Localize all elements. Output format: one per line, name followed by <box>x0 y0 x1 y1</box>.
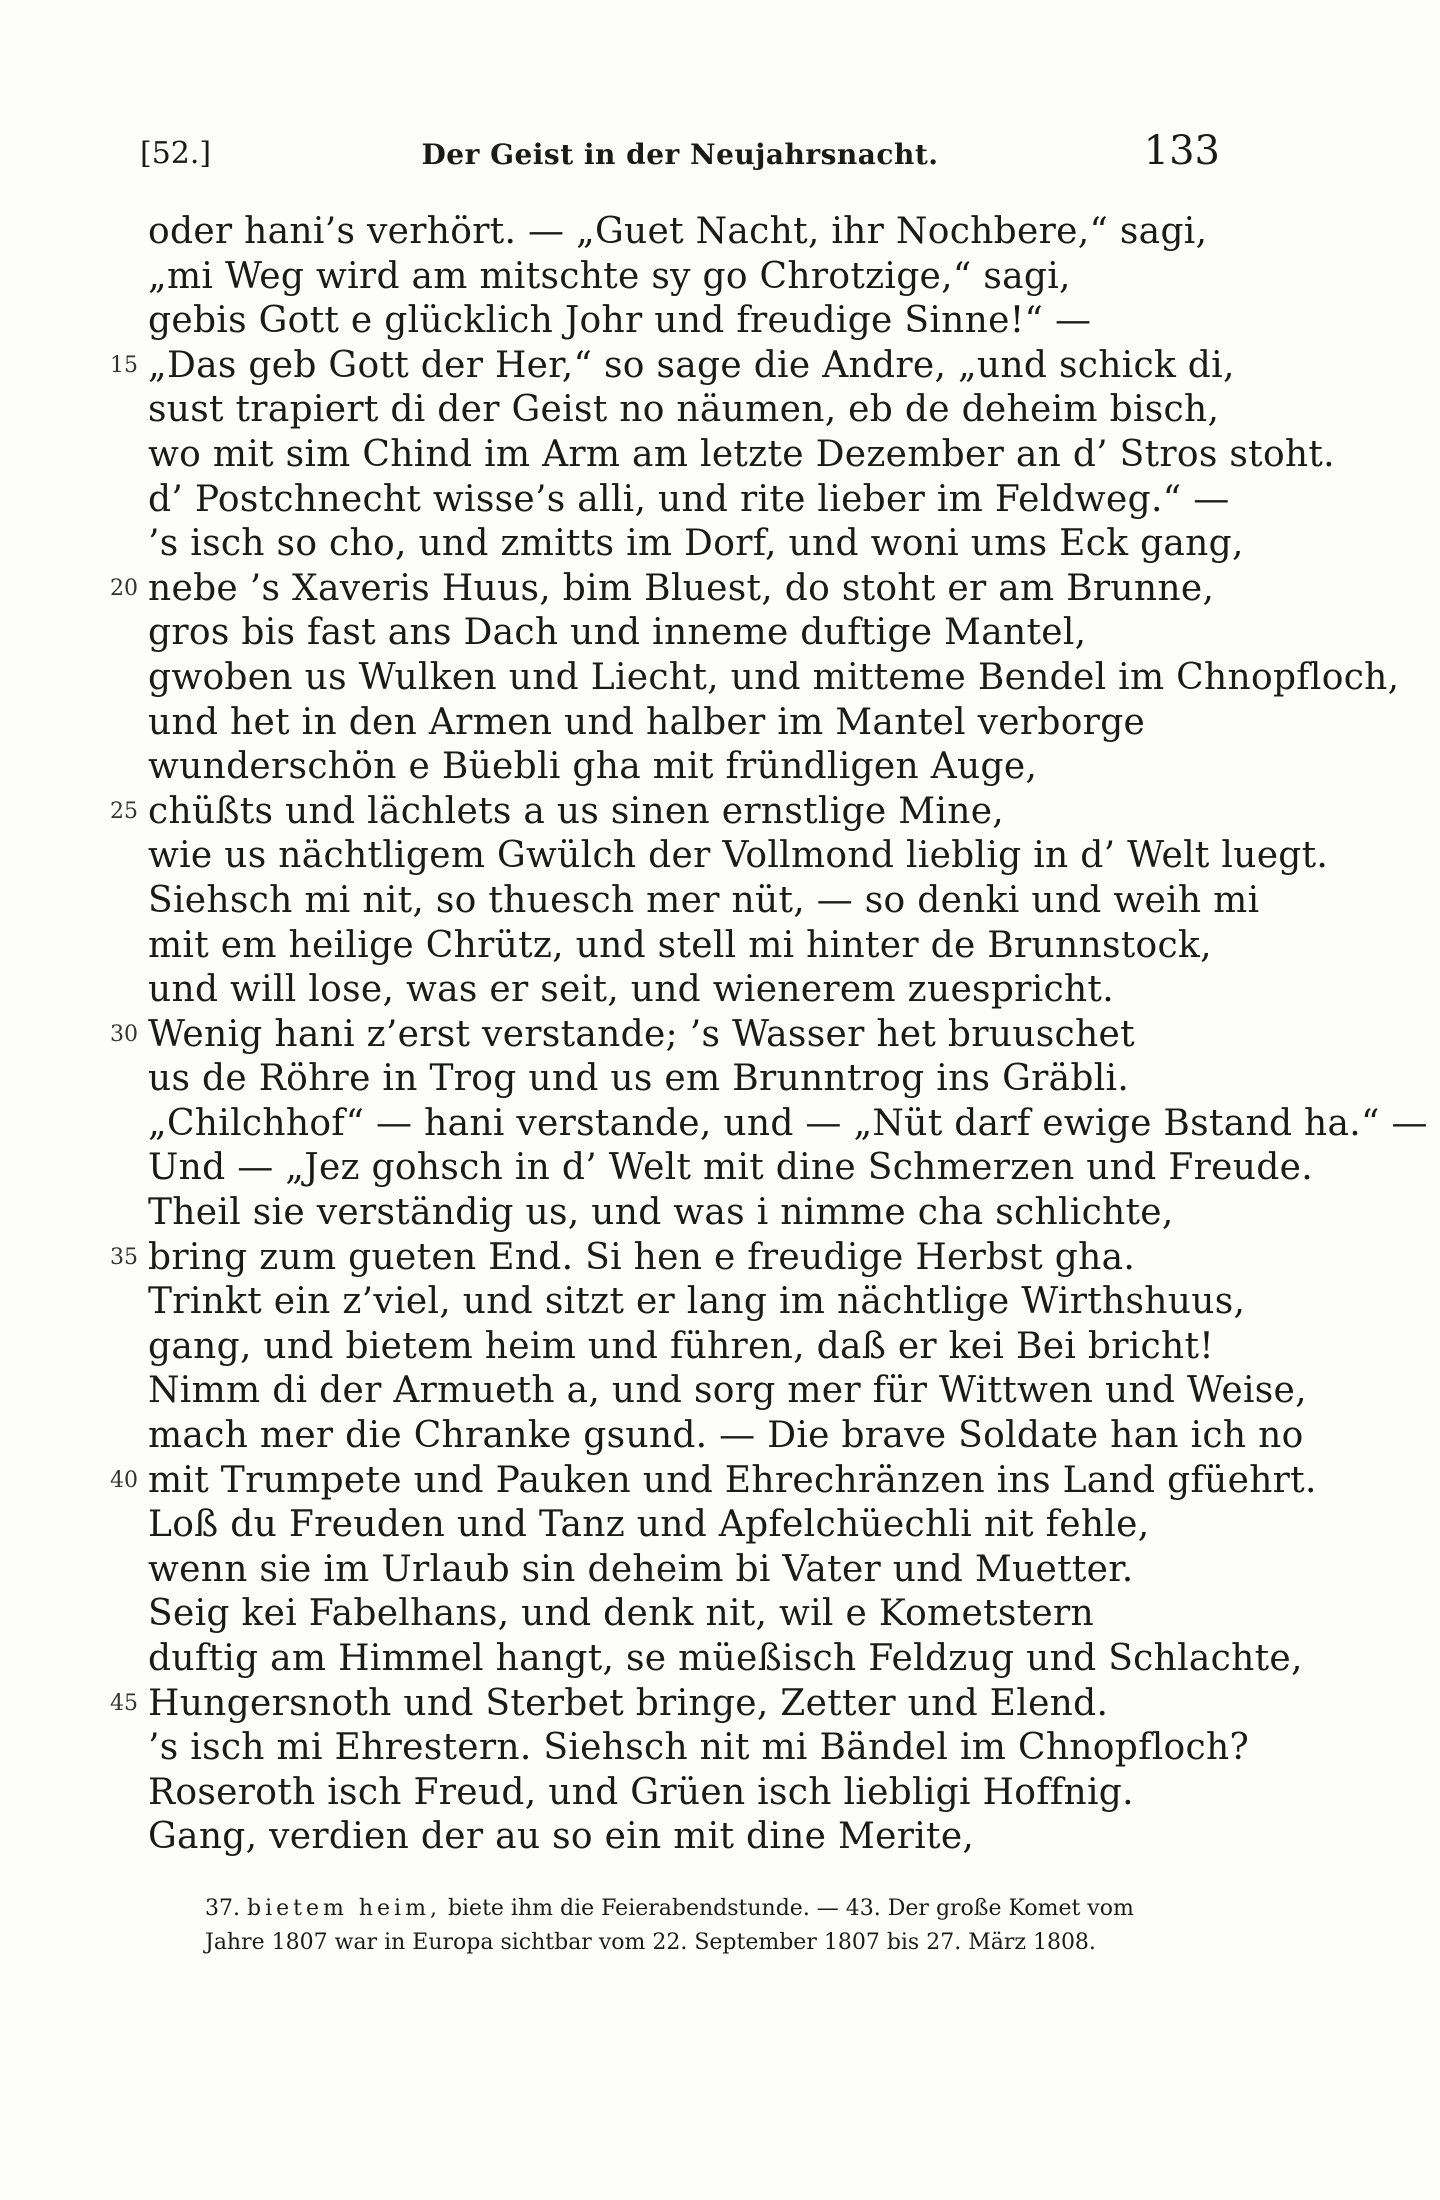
verse-line-text: „Chilchhof“ — hani verstande, und — „Nüt darf ewige Bstand ha.“ — <box>148 1102 1428 1144</box>
verse-line-text: Trinkt ein z’viel, und sitzt er lang im nächtlige Wirthshuus, <box>148 1281 1246 1323</box>
verse-line <box>100 879 1260 924</box>
verse-line <box>100 1280 1246 1325</box>
verse-line-text: „Das geb Gott der Her,“ so sage die Andre, „und schick di, <box>148 344 1235 386</box>
verse-line-text: gebis Gott e glücklich Johr und freudige Sinne!“ — <box>148 300 1092 342</box>
verse-line-text: und het in den Armen und halber im Mantel verborge <box>148 701 1146 743</box>
verse-line-text: und will lose, was er seit, und wienerem zuespricht. <box>148 969 1114 1011</box>
verse-line <box>100 478 1230 523</box>
verse-line <box>100 1459 1317 1504</box>
verse-line <box>100 611 1230 656</box>
verse-line-text: sust trapiert di der Geist no näumen, eb de deheim bisch, <box>148 389 1220 431</box>
footnote-number: 37. <box>205 1896 240 1921</box>
page-number: 133 <box>1143 128 1220 174</box>
verse-line-text: gros bis fast ans Dach und inneme duftige Mantel, <box>148 612 1087 654</box>
verse-line <box>100 567 1230 612</box>
verse-line <box>100 924 1230 969</box>
verse-line <box>100 1815 1230 1860</box>
verse-line-text: Loß du Freuden und Tanz und Apfelchüechli nit fehle, <box>148 1504 1150 1546</box>
verse-line-text: ’s isch so cho, und zmitts im Dorf, und woni ums Eck gang, <box>148 523 1244 565</box>
verse-line <box>100 656 1400 701</box>
footnotes <box>205 1892 1225 1960</box>
verse-line <box>100 255 1230 300</box>
line-number: 25 <box>110 798 138 824</box>
verse-line <box>100 210 1230 255</box>
verse-line-text: wie us nächtligem Gwülch der Vollmond lieblig in d’ Welt luegt. <box>148 835 1329 877</box>
verse-line <box>100 1771 1230 1816</box>
verse-line <box>100 1191 1230 1236</box>
verse-line <box>100 1548 1230 1593</box>
poem-text <box>100 210 1428 1860</box>
verse-line <box>100 1414 1304 1459</box>
verse-line <box>100 745 1230 790</box>
signature-mark: [52.] <box>140 136 212 171</box>
verse-line <box>100 1102 1428 1147</box>
page-header <box>140 128 1220 178</box>
verse-line <box>100 1682 1230 1727</box>
verse-line <box>100 1637 1303 1682</box>
verse-line-text: wenn sie im Urlaub sin deheim bi Vater und Muetter. <box>148 1548 1134 1590</box>
verse-line-text: Hungersnoth und Sterbet bringe, Zetter und Elend. <box>148 1682 1109 1724</box>
line-number: 15 <box>110 352 138 378</box>
verse-line <box>100 433 1335 478</box>
verse-line <box>100 1013 1230 1058</box>
verse-line <box>100 790 1230 835</box>
verse-line <box>100 1325 1230 1370</box>
footnote-text: biete ihm die Feierabendstunde. — 43. Der große Komet vom <box>447 1896 1134 1921</box>
verse-line-text: duftig am Himmel hangt, se müeßisch Feldzug und Schlachte, <box>148 1638 1303 1679</box>
line-number: 35 <box>110 1244 138 1270</box>
verse-line-text: Gang, verdien der au so ein mit dine Merite, <box>148 1816 975 1858</box>
verse-line <box>100 701 1230 746</box>
verse-line-text: chüßts und lächlets a us sinen ernstlige Mine, <box>148 790 1005 832</box>
verse-line-text: bring zum gueten End. Si hen e freudige Herbst gha. <box>148 1236 1136 1278</box>
verse-line-text: oder hani’s verhört. — „Guet Nacht, ihr Nochbere,“ sagi, <box>148 211 1208 252</box>
line-number: 30 <box>110 1021 138 1047</box>
verse-line-text: mit em heilige Chrütz, und stell mi hinter de Brunnstock, <box>148 924 1212 966</box>
verse-line <box>100 1057 1230 1102</box>
verse-line-text: mach mer die Chranke gsund. — Die brave Soldate han ich no <box>148 1415 1304 1457</box>
verse-line-text: „mi Weg wird am mitschte sy go Chrotzige,“ sagi, <box>148 255 1071 297</box>
verse-line-text: us de Röhre in Trog und us em Brunntrog ins Gräbli. <box>148 1058 1130 1100</box>
verse-line <box>100 1146 1313 1191</box>
line-number: 20 <box>110 575 138 601</box>
verse-line-text: Seig kei Fabelhans, und denk nit, wil e Kometstern <box>148 1593 1094 1635</box>
verse-line-text: mit Trumpete und Pauken und Ehrechränzen ins Land gfüehrt. <box>148 1459 1317 1501</box>
footnote-term: bietem heim, <box>247 1896 441 1921</box>
verse-line-text: Wenig hani z’erst verstande; ’s Wasser het bruuschet <box>148 1013 1135 1055</box>
line-number: 45 <box>110 1690 138 1716</box>
verse-line <box>100 1726 1250 1771</box>
verse-line-text: d’ Postchnecht wisse’s alli, und rite lieber im Feldweg.“ — <box>148 478 1230 520</box>
verse-line <box>100 1503 1230 1548</box>
verse-line <box>100 299 1230 344</box>
footnote-line-1 <box>205 1892 1225 1926</box>
verse-line <box>100 1592 1230 1637</box>
verse-line-text: nebe ’s Xaveris Huus, bim Bluest, do stoht er am Brunne, <box>148 567 1215 609</box>
verse-line <box>100 388 1230 433</box>
verse-line <box>100 1369 1307 1414</box>
line-number: 40 <box>110 1467 138 1493</box>
verse-line <box>100 1236 1230 1281</box>
verse-line <box>100 522 1244 567</box>
footnote-line-2: Jahre 1807 war in Europa sichtbar vom 22. September 1807 bis 27. März 1808. <box>205 1930 1096 1955</box>
verse-line-text: wo mit sim Chind im Arm am letzte Dezember an d’ Stros stoht. <box>148 433 1335 475</box>
verse-line-text: Und — „Jez gohsch in d’ Welt mit dine Schmerzen und Freude. <box>148 1147 1313 1189</box>
verse-line-text: Theil sie verständig us, und was i nimme cha schlichte, <box>148 1192 1174 1234</box>
verse-line-text: Siehsch mi nit, so thuesch mer nüt, — so denki und weih mi <box>148 879 1260 921</box>
verse-line-text: gang, und bietem heim und führen, daß er kei Bei bricht! <box>148 1325 1215 1367</box>
running-title: Der Geist in der Neujahrsnacht. <box>421 138 939 171</box>
verse-line <box>100 968 1230 1013</box>
verse-line-text: wunderschön e Büebli gha mit fründligen Auge, <box>148 746 1038 788</box>
verse-line-text: gwoben us Wulken und Liecht, und mitteme Bendel im Chnopfloch, <box>148 656 1400 698</box>
verse-line-text: Roseroth isch Freud, und Grüen isch liebligi Hoffnig. <box>148 1771 1134 1813</box>
verse-line-text: Nimm di der Armueth a, und sorg mer für Wittwen und Weise, <box>148 1370 1307 1412</box>
verse-line <box>100 344 1235 389</box>
verse-line <box>100 834 1329 879</box>
verse-line-text: ’s isch mi Ehrestern. Siehsch nit mi Bändel im Chnopfloch? <box>148 1727 1250 1769</box>
